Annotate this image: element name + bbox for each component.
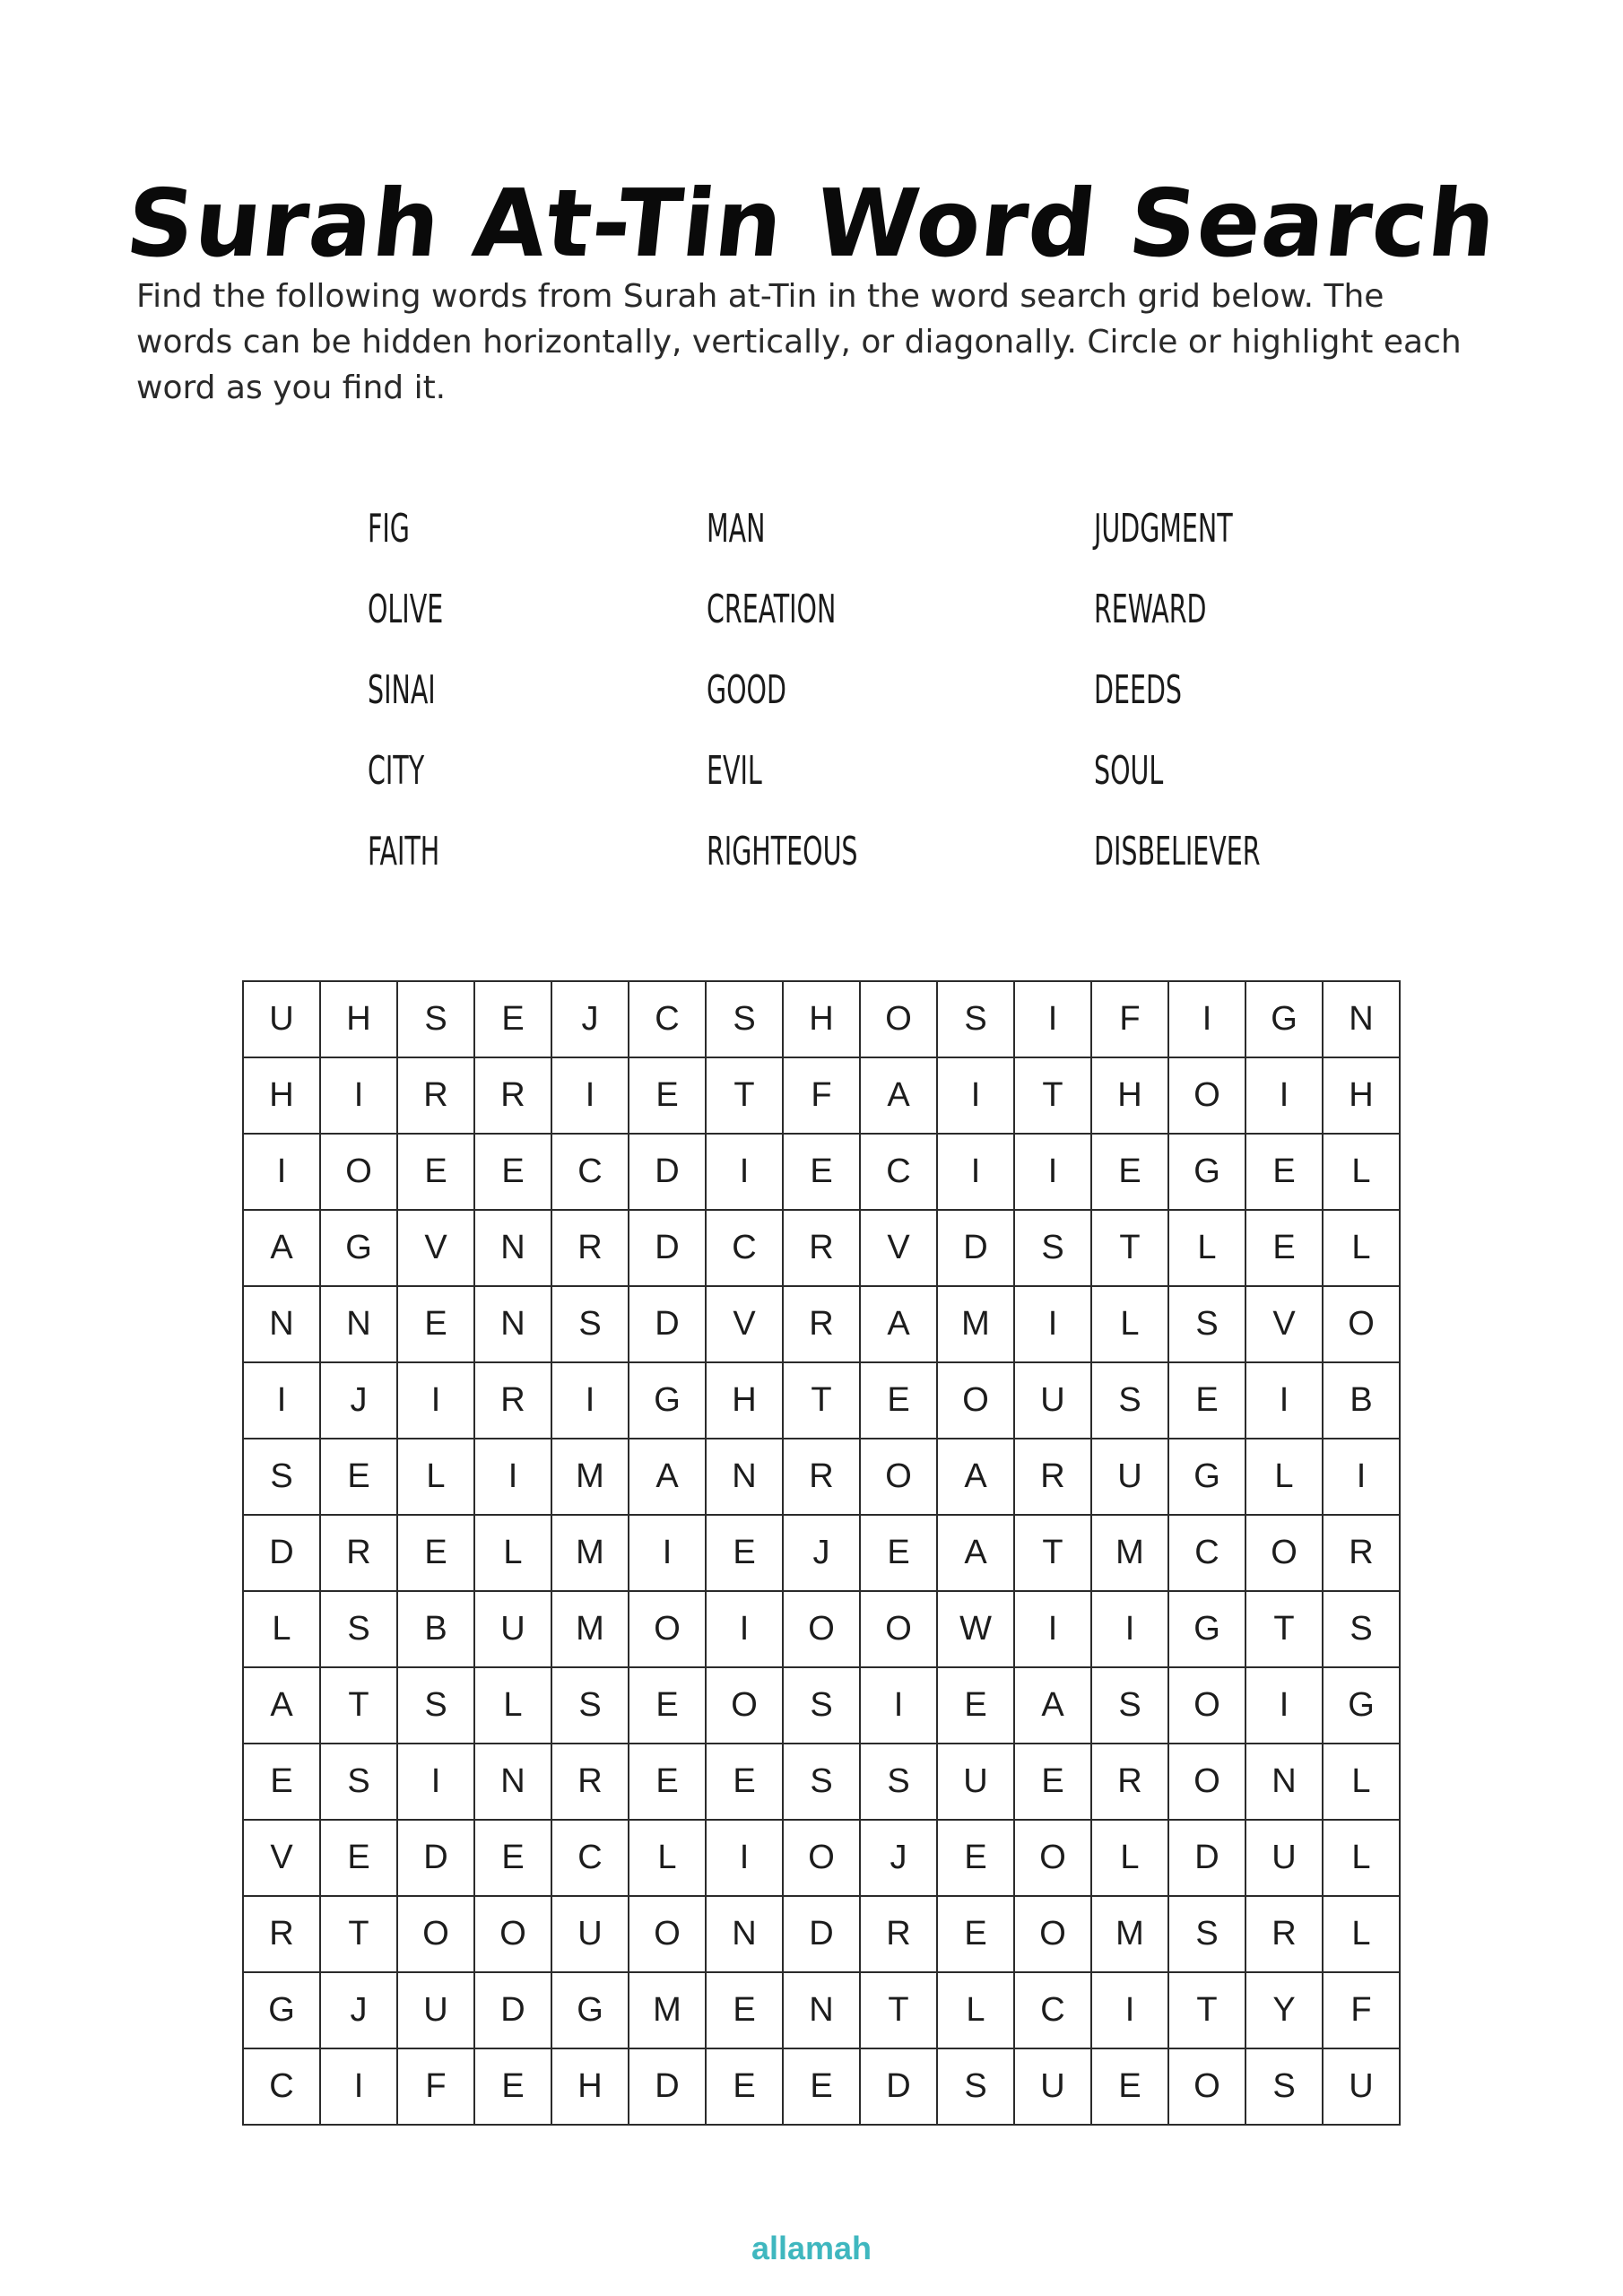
- word-list-item: CREATION: [707, 587, 837, 632]
- grid-cell[interactable]: T: [1014, 1057, 1091, 1134]
- word-list: [368, 498, 1354, 892]
- grid-cell[interactable]: L: [629, 1820, 706, 1896]
- grid-cell[interactable]: I: [706, 1134, 783, 1210]
- grid-cell[interactable]: M: [1091, 1896, 1168, 1972]
- grid-cell[interactable]: H: [1091, 1057, 1168, 1134]
- word-list-item: EVIL: [707, 748, 762, 794]
- word-list-item: JUDGMENT: [1094, 506, 1233, 552]
- grid-cell[interactable]: I: [629, 1515, 706, 1591]
- grid-cell[interactable]: E: [474, 1820, 551, 1896]
- grid-cell[interactable]: N: [243, 1286, 320, 1362]
- grid-cell[interactable]: I: [706, 1820, 783, 1896]
- grid-cell[interactable]: U: [397, 1972, 474, 2048]
- grid-cell[interactable]: T: [860, 1972, 937, 2048]
- grid-cell[interactable]: W: [937, 1591, 1014, 1667]
- grid-cell[interactable]: N: [474, 1286, 551, 1362]
- grid-cell[interactable]: I: [1014, 1591, 1091, 1667]
- grid-cell[interactable]: T: [320, 1896, 397, 1972]
- grid-cell[interactable]: O: [1014, 1896, 1091, 1972]
- grid-cell[interactable]: H: [320, 981, 397, 1057]
- grid-cell[interactable]: H: [783, 981, 860, 1057]
- word-list-item: RIGHTEOUS: [707, 829, 858, 874]
- grid-row: [243, 2048, 1400, 2125]
- grid-cell[interactable]: T: [320, 1667, 397, 1744]
- grid-cell[interactable]: R: [320, 1515, 397, 1591]
- grid-cell[interactable]: D: [783, 1896, 860, 1972]
- grid-cell[interactable]: O: [474, 1896, 551, 1972]
- grid-cell[interactable]: T: [783, 1362, 860, 1439]
- grid-cell[interactable]: O: [629, 1896, 706, 1972]
- grid-cell[interactable]: I: [1014, 1286, 1091, 1362]
- grid-cell[interactable]: D: [474, 1972, 551, 2048]
- grid-cell[interactable]: A: [860, 1057, 937, 1134]
- grid-cell[interactable]: N: [320, 1286, 397, 1362]
- grid-cell[interactable]: L: [1323, 1744, 1400, 1820]
- grid-cell[interactable]: G: [320, 1210, 397, 1286]
- grid-cell[interactable]: L: [937, 1972, 1014, 2048]
- grid-cell[interactable]: A: [243, 1667, 320, 1744]
- grid-cell[interactable]: R: [1091, 1744, 1168, 1820]
- grid-cell[interactable]: I: [1245, 1057, 1323, 1134]
- word-list-item: GOOD: [707, 667, 786, 713]
- grid-cell[interactable]: S: [1091, 1362, 1168, 1439]
- grid-cell[interactable]: N: [706, 1439, 783, 1515]
- grid-cell[interactable]: G: [1245, 981, 1323, 1057]
- grid-cell[interactable]: M: [1091, 1515, 1168, 1591]
- grid-row: [243, 1439, 1400, 1515]
- grid-cell[interactable]: R: [860, 1896, 937, 1972]
- word-list-item: CITY: [368, 748, 425, 794]
- grid-cell[interactable]: J: [320, 1972, 397, 2048]
- grid-cell[interactable]: L: [1323, 1210, 1400, 1286]
- word-list-item: DEEDS: [1094, 667, 1183, 713]
- grid-cell[interactable]: I: [1014, 1134, 1091, 1210]
- grid-cell[interactable]: L: [1091, 1820, 1168, 1896]
- grid-row: [243, 1515, 1400, 1591]
- grid-cell[interactable]: U: [1014, 2048, 1091, 2125]
- grid-cell[interactable]: I: [1091, 1591, 1168, 1667]
- grid-cell[interactable]: E: [706, 1972, 783, 2048]
- grid-cell[interactable]: U: [243, 981, 320, 1057]
- grid-cell[interactable]: O: [320, 1134, 397, 1210]
- grid-cell[interactable]: J: [551, 981, 629, 1057]
- grid-cell[interactable]: O: [629, 1591, 706, 1667]
- grid-cell[interactable]: M: [629, 1972, 706, 2048]
- grid-cell[interactable]: E: [706, 1515, 783, 1591]
- grid-cell[interactable]: O: [1323, 1286, 1400, 1362]
- grid-cell[interactable]: H: [243, 1057, 320, 1134]
- grid-cell[interactable]: R: [1014, 1439, 1091, 1515]
- grid-cell[interactable]: O: [1168, 1667, 1245, 1744]
- grid-cell[interactable]: E: [397, 1134, 474, 1210]
- grid-row: [243, 1744, 1400, 1820]
- word-list-item: FIG: [368, 506, 410, 552]
- grid-cell[interactable]: C: [706, 1210, 783, 1286]
- grid-cell[interactable]: C: [629, 981, 706, 1057]
- grid-cell[interactable]: L: [1323, 1820, 1400, 1896]
- grid-cell[interactable]: G: [1168, 1591, 1245, 1667]
- grid-cell[interactable]: A: [937, 1515, 1014, 1591]
- word-list-item: SINAI: [368, 667, 436, 713]
- grid-cell[interactable]: V: [243, 1820, 320, 1896]
- grid-row: [243, 1820, 1400, 1896]
- grid-cell[interactable]: D: [937, 1210, 1014, 1286]
- grid-cell[interactable]: E: [1245, 1210, 1323, 1286]
- grid-row: [243, 1667, 1400, 1744]
- grid-cell[interactable]: D: [629, 1134, 706, 1210]
- grid-cell[interactable]: U: [1091, 1439, 1168, 1515]
- grid-cell[interactable]: E: [860, 1362, 937, 1439]
- word-list-item: FAITH: [368, 829, 440, 874]
- grid-cell[interactable]: N: [474, 1744, 551, 1820]
- grid-cell[interactable]: J: [783, 1515, 860, 1591]
- grid-cell[interactable]: D: [397, 1820, 474, 1896]
- grid-cell[interactable]: D: [629, 1286, 706, 1362]
- grid-cell[interactable]: A: [860, 1286, 937, 1362]
- grid-cell[interactable]: L: [243, 1591, 320, 1667]
- grid-cell[interactable]: R: [783, 1210, 860, 1286]
- grid-cell[interactable]: M: [551, 1591, 629, 1667]
- grid-cell[interactable]: E: [1014, 1744, 1091, 1820]
- grid-cell[interactable]: U: [1014, 1362, 1091, 1439]
- grid-cell[interactable]: J: [320, 1362, 397, 1439]
- grid-cell[interactable]: I: [1091, 1972, 1168, 2048]
- grid-cell[interactable]: M: [551, 1439, 629, 1515]
- grid-cell[interactable]: E: [474, 1134, 551, 1210]
- grid-row: [243, 1134, 1400, 1210]
- grid-cell[interactable]: E: [860, 1515, 937, 1591]
- grid-cell[interactable]: I: [937, 1134, 1014, 1210]
- grid-cell[interactable]: F: [1091, 981, 1168, 1057]
- grid-cell[interactable]: O: [860, 981, 937, 1057]
- grid-cell[interactable]: O: [706, 1667, 783, 1744]
- grid-cell[interactable]: T: [1245, 1591, 1323, 1667]
- grid-cell[interactable]: E: [1168, 1362, 1245, 1439]
- grid-cell[interactable]: S: [320, 1591, 397, 1667]
- grid-cell[interactable]: E: [629, 1744, 706, 1820]
- grid-cell[interactable]: O: [937, 1362, 1014, 1439]
- grid-cell[interactable]: L: [1245, 1439, 1323, 1515]
- grid-cell[interactable]: R: [783, 1286, 860, 1362]
- grid-cell[interactable]: I: [397, 1744, 474, 1820]
- grid-cell[interactable]: B: [1323, 1362, 1400, 1439]
- grid-cell[interactable]: V: [706, 1286, 783, 1362]
- grid-row: [243, 1591, 1400, 1667]
- grid-cell[interactable]: G: [551, 1972, 629, 2048]
- grid-cell[interactable]: I: [320, 1057, 397, 1134]
- grid-row: [243, 1210, 1400, 1286]
- grid-cell[interactable]: E: [783, 2048, 860, 2125]
- grid-cell[interactable]: D: [1168, 1820, 1245, 1896]
- grid-cell[interactable]: L: [1091, 1286, 1168, 1362]
- grid-cell[interactable]: O: [1014, 1820, 1091, 1896]
- grid-cell[interactable]: S: [397, 1667, 474, 1744]
- grid-cell[interactable]: M: [551, 1515, 629, 1591]
- grid-cell[interactable]: R: [397, 1057, 474, 1134]
- grid-cell[interactable]: R: [1323, 1515, 1400, 1591]
- grid-cell[interactable]: T: [1091, 1210, 1168, 1286]
- grid-cell[interactable]: F: [783, 1057, 860, 1134]
- grid-cell[interactable]: O: [1168, 1744, 1245, 1820]
- grid-cell[interactable]: S: [937, 2048, 1014, 2125]
- grid-cell[interactable]: S: [397, 981, 474, 1057]
- grid-cell[interactable]: E: [1091, 2048, 1168, 2125]
- grid-cell[interactable]: G: [1168, 1134, 1245, 1210]
- grid-row: [243, 1972, 1400, 2048]
- grid-cell[interactable]: C: [243, 2048, 320, 2125]
- grid-cell[interactable]: R: [551, 1210, 629, 1286]
- grid-cell[interactable]: T: [1168, 1972, 1245, 2048]
- grid-cell[interactable]: D: [860, 2048, 937, 2125]
- grid-cell[interactable]: L: [474, 1667, 551, 1744]
- grid-cell[interactable]: L: [397, 1439, 474, 1515]
- grid-cell[interactable]: N: [706, 1896, 783, 1972]
- grid-cell[interactable]: E: [937, 1820, 1014, 1896]
- grid-row: [243, 1362, 1400, 1439]
- grid-cell[interactable]: I: [551, 1362, 629, 1439]
- grid-cell[interactable]: S: [551, 1667, 629, 1744]
- grid-cell[interactable]: I: [320, 2048, 397, 2125]
- grid-cell[interactable]: G: [1168, 1439, 1245, 1515]
- grid-row: [243, 1896, 1400, 1972]
- grid-cell[interactable]: R: [474, 1362, 551, 1439]
- grid-cell[interactable]: T: [706, 1057, 783, 1134]
- grid-cell[interactable]: I: [1245, 1362, 1323, 1439]
- grid-cell[interactable]: E: [474, 2048, 551, 2125]
- grid-cell[interactable]: S: [243, 1439, 320, 1515]
- grid-cell[interactable]: O: [1168, 2048, 1245, 2125]
- grid-cell[interactable]: U: [937, 1744, 1014, 1820]
- grid-cell[interactable]: L: [1323, 1134, 1400, 1210]
- grid-cell[interactable]: E: [474, 981, 551, 1057]
- grid-cell[interactable]: E: [937, 1667, 1014, 1744]
- grid-cell[interactable]: D: [629, 1210, 706, 1286]
- grid-cell[interactable]: U: [1245, 1820, 1323, 1896]
- word-list-item: SOUL: [1094, 748, 1164, 794]
- grid-cell[interactable]: V: [397, 1210, 474, 1286]
- grid-cell[interactable]: N: [783, 1972, 860, 2048]
- grid-cell[interactable]: C: [551, 1820, 629, 1896]
- grid-cell[interactable]: E: [629, 1057, 706, 1134]
- instructions-text: Find the following words from Surah at-Tin in the word search grid below. The words can be hidden horizontally, vertically, or diagonally. Circle or highlight each word as you find it.: [136, 278, 1462, 406]
- grid-cell[interactable]: L: [1323, 1896, 1400, 1972]
- grid-cell[interactable]: V: [1245, 1286, 1323, 1362]
- grid-cell[interactable]: A: [937, 1439, 1014, 1515]
- grid-cell[interactable]: S: [1014, 1210, 1091, 1286]
- grid-cell[interactable]: E: [629, 1667, 706, 1744]
- grid-cell[interactable]: S: [1323, 1591, 1400, 1667]
- grid-cell[interactable]: I: [551, 1057, 629, 1134]
- grid-cell[interactable]: E: [783, 1134, 860, 1210]
- grid-cell[interactable]: E: [397, 1515, 474, 1591]
- grid-cell[interactable]: E: [1245, 1134, 1323, 1210]
- grid-cell[interactable]: S: [1168, 1896, 1245, 1972]
- grid-cell[interactable]: E: [243, 1744, 320, 1820]
- grid-cell[interactable]: A: [629, 1439, 706, 1515]
- word-list-item: OLIVE: [368, 587, 444, 632]
- grid-row: [243, 1286, 1400, 1362]
- grid-cell[interactable]: S: [1091, 1667, 1168, 1744]
- word-list-item: MAN: [707, 506, 766, 552]
- grid-cell[interactable]: N: [474, 1210, 551, 1286]
- grid-cell[interactable]: I: [1168, 981, 1245, 1057]
- grid-cell[interactable]: I: [1014, 981, 1091, 1057]
- grid-cell[interactable]: R: [783, 1439, 860, 1515]
- grid-cell[interactable]: N: [1245, 1744, 1323, 1820]
- grid-cell[interactable]: M: [937, 1286, 1014, 1362]
- grid-cell[interactable]: N: [1323, 981, 1400, 1057]
- grid-cell[interactable]: E: [320, 1439, 397, 1515]
- grid-cell[interactable]: I: [397, 1362, 474, 1439]
- grid-cell[interactable]: U: [474, 1591, 551, 1667]
- grid-cell[interactable]: I: [706, 1591, 783, 1667]
- grid-cell[interactable]: D: [243, 1515, 320, 1591]
- grid-cell[interactable]: O: [1245, 1515, 1323, 1591]
- grid-cell[interactable]: C: [1014, 1972, 1091, 2048]
- grid-cell[interactable]: E: [706, 1744, 783, 1820]
- grid-cell[interactable]: S: [1245, 2048, 1323, 2125]
- word-list-item: DISBELIEVER: [1094, 829, 1261, 874]
- grid-cell[interactable]: F: [397, 2048, 474, 2125]
- grid-cell[interactable]: R: [474, 1057, 551, 1134]
- grid-cell[interactable]: T: [1014, 1515, 1091, 1591]
- grid-cell[interactable]: C: [551, 1134, 629, 1210]
- grid-cell[interactable]: H: [1323, 1057, 1400, 1134]
- grid-cell[interactable]: I: [243, 1134, 320, 1210]
- grid-cell[interactable]: Y: [1245, 1972, 1323, 2048]
- grid-cell[interactable]: E: [706, 2048, 783, 2125]
- grid-cell[interactable]: A: [1014, 1667, 1091, 1744]
- grid-cell[interactable]: B: [397, 1591, 474, 1667]
- grid-cell[interactable]: O: [783, 1591, 860, 1667]
- grid-cell[interactable]: G: [243, 1972, 320, 2048]
- grid-cell[interactable]: R: [551, 1744, 629, 1820]
- grid-cell[interactable]: S: [860, 1744, 937, 1820]
- grid-cell[interactable]: O: [783, 1820, 860, 1896]
- brand-logo: allamah: [751, 2230, 872, 2266]
- grid-cell[interactable]: V: [860, 1210, 937, 1286]
- grid-cell[interactable]: G: [1323, 1667, 1400, 1744]
- grid-cell[interactable]: S: [706, 981, 783, 1057]
- word-search-grid: [242, 980, 1401, 2126]
- grid-cell[interactable]: E: [397, 1286, 474, 1362]
- grid-cell[interactable]: O: [860, 1591, 937, 1667]
- word-list-item: REWARD: [1094, 587, 1207, 632]
- grid-cell[interactable]: C: [1168, 1515, 1245, 1591]
- grid-cell[interactable]: S: [937, 981, 1014, 1057]
- grid-cell[interactable]: R: [1245, 1896, 1323, 1972]
- grid-cell[interactable]: O: [860, 1439, 937, 1515]
- grid-cell[interactable]: L: [474, 1515, 551, 1591]
- grid-cell[interactable]: I: [474, 1439, 551, 1515]
- grid-cell[interactable]: D: [629, 2048, 706, 2125]
- grid-cell[interactable]: O: [397, 1896, 474, 1972]
- grid-cell[interactable]: U: [551, 1896, 629, 1972]
- grid-cell[interactable]: E: [937, 1896, 1014, 1972]
- grid-cell[interactable]: F: [1323, 1972, 1400, 2048]
- grid-cell[interactable]: J: [860, 1820, 937, 1896]
- grid-cell[interactable]: I: [1323, 1439, 1400, 1515]
- grid-row: [243, 981, 1400, 1057]
- grid-cell[interactable]: I: [937, 1057, 1014, 1134]
- grid-cell[interactable]: R: [243, 1896, 320, 1972]
- grid-cell[interactable]: O: [1168, 1057, 1245, 1134]
- grid-cell[interactable]: S: [783, 1744, 860, 1820]
- grid-cell[interactable]: L: [1168, 1210, 1245, 1286]
- grid-cell[interactable]: C: [860, 1134, 937, 1210]
- grid-cell[interactable]: I: [1245, 1667, 1323, 1744]
- grid-cell[interactable]: E: [1091, 1134, 1168, 1210]
- grid-cell[interactable]: S: [1168, 1286, 1245, 1362]
- grid-cell[interactable]: E: [320, 1820, 397, 1896]
- grid-cell[interactable]: I: [860, 1667, 937, 1744]
- grid-cell[interactable]: S: [320, 1744, 397, 1820]
- grid-cell[interactable]: A: [243, 1210, 320, 1286]
- grid-cell[interactable]: I: [243, 1362, 320, 1439]
- grid-cell[interactable]: H: [706, 1362, 783, 1439]
- page-title: Surah At-Tin Word Search: [121, 168, 1502, 278]
- grid-cell[interactable]: H: [551, 2048, 629, 2125]
- grid-cell[interactable]: S: [783, 1667, 860, 1744]
- grid-row: [243, 1057, 1400, 1134]
- grid-cell[interactable]: U: [1323, 2048, 1400, 2125]
- grid-cell[interactable]: S: [551, 1286, 629, 1362]
- grid-cell[interactable]: G: [629, 1362, 706, 1439]
